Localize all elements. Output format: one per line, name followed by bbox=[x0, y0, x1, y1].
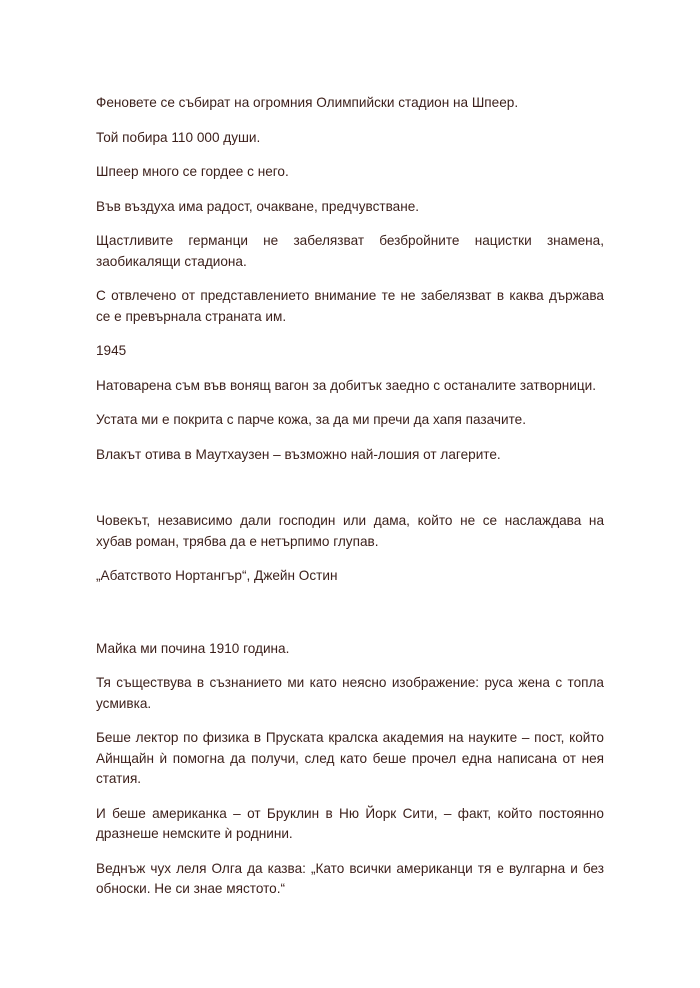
paragraph: Майка ми почина 1910 година. bbox=[96, 640, 290, 656]
year-heading: 1945 bbox=[96, 343, 127, 358]
paragraph: Беше лектор по физика в Пруската кралска академия на науките – пост, който Айнщайн ѝ помогна да получи, след като беше прочел една написана от нея статия. bbox=[96, 730, 604, 786]
paragraph: Веднъж чух леля Олга да казва: „Като всички американци тя е вулгарна и без обноски. Не си знае мястото.“ bbox=[96, 860, 604, 896]
paragraph: Шпеер много се гордее с него. bbox=[96, 164, 289, 179]
paragraph: Феновете се събират на огромния Олимпийски стадион на Шпеер. bbox=[96, 95, 519, 110]
paragraph: И беше американка – от Бруклин в Ню Йорк Сити, – факт, който постоянно дразнеше немските ѝ роднини. bbox=[96, 805, 604, 841]
paragraph: Устата ми е покрита с парче кожа, за да ми пречи да хапя пазачите. bbox=[96, 412, 527, 427]
paragraph: Натоварена съм във вонящ вагон за добитък заедно с останалите затворници. bbox=[96, 377, 597, 393]
paragraph: Той побира 110 000 души. bbox=[96, 129, 261, 145]
paragraph: С отвлечено от представлението внимание те не забелязват в каква държава се е превърнала страната им. bbox=[96, 288, 604, 324]
paragraph: Щастливите германци не забелязват безбройните нацистки знамена, заобикалящи стадиона. bbox=[96, 233, 604, 269]
epigraph-attribution: „Абатството Нортангър“, Джейн Остин bbox=[96, 568, 338, 583]
paragraph: Влакът отива в Маутхаузен – възможно най-лошия от лагерите. bbox=[96, 446, 501, 462]
paragraph: Тя съществува в съзнанието ми като неясно изображение: руса жена с топла усмивка. bbox=[96, 675, 604, 711]
paragraph: Във въздуха има радост, очакване, предчувстване. bbox=[96, 198, 420, 214]
document-body bbox=[96, 93, 604, 914]
epigraph-quote: Човекът, независимо дали господин или дама, който не се наслаждава на хубав роман, трябва да е нетърпимо глупав. bbox=[96, 513, 604, 549]
